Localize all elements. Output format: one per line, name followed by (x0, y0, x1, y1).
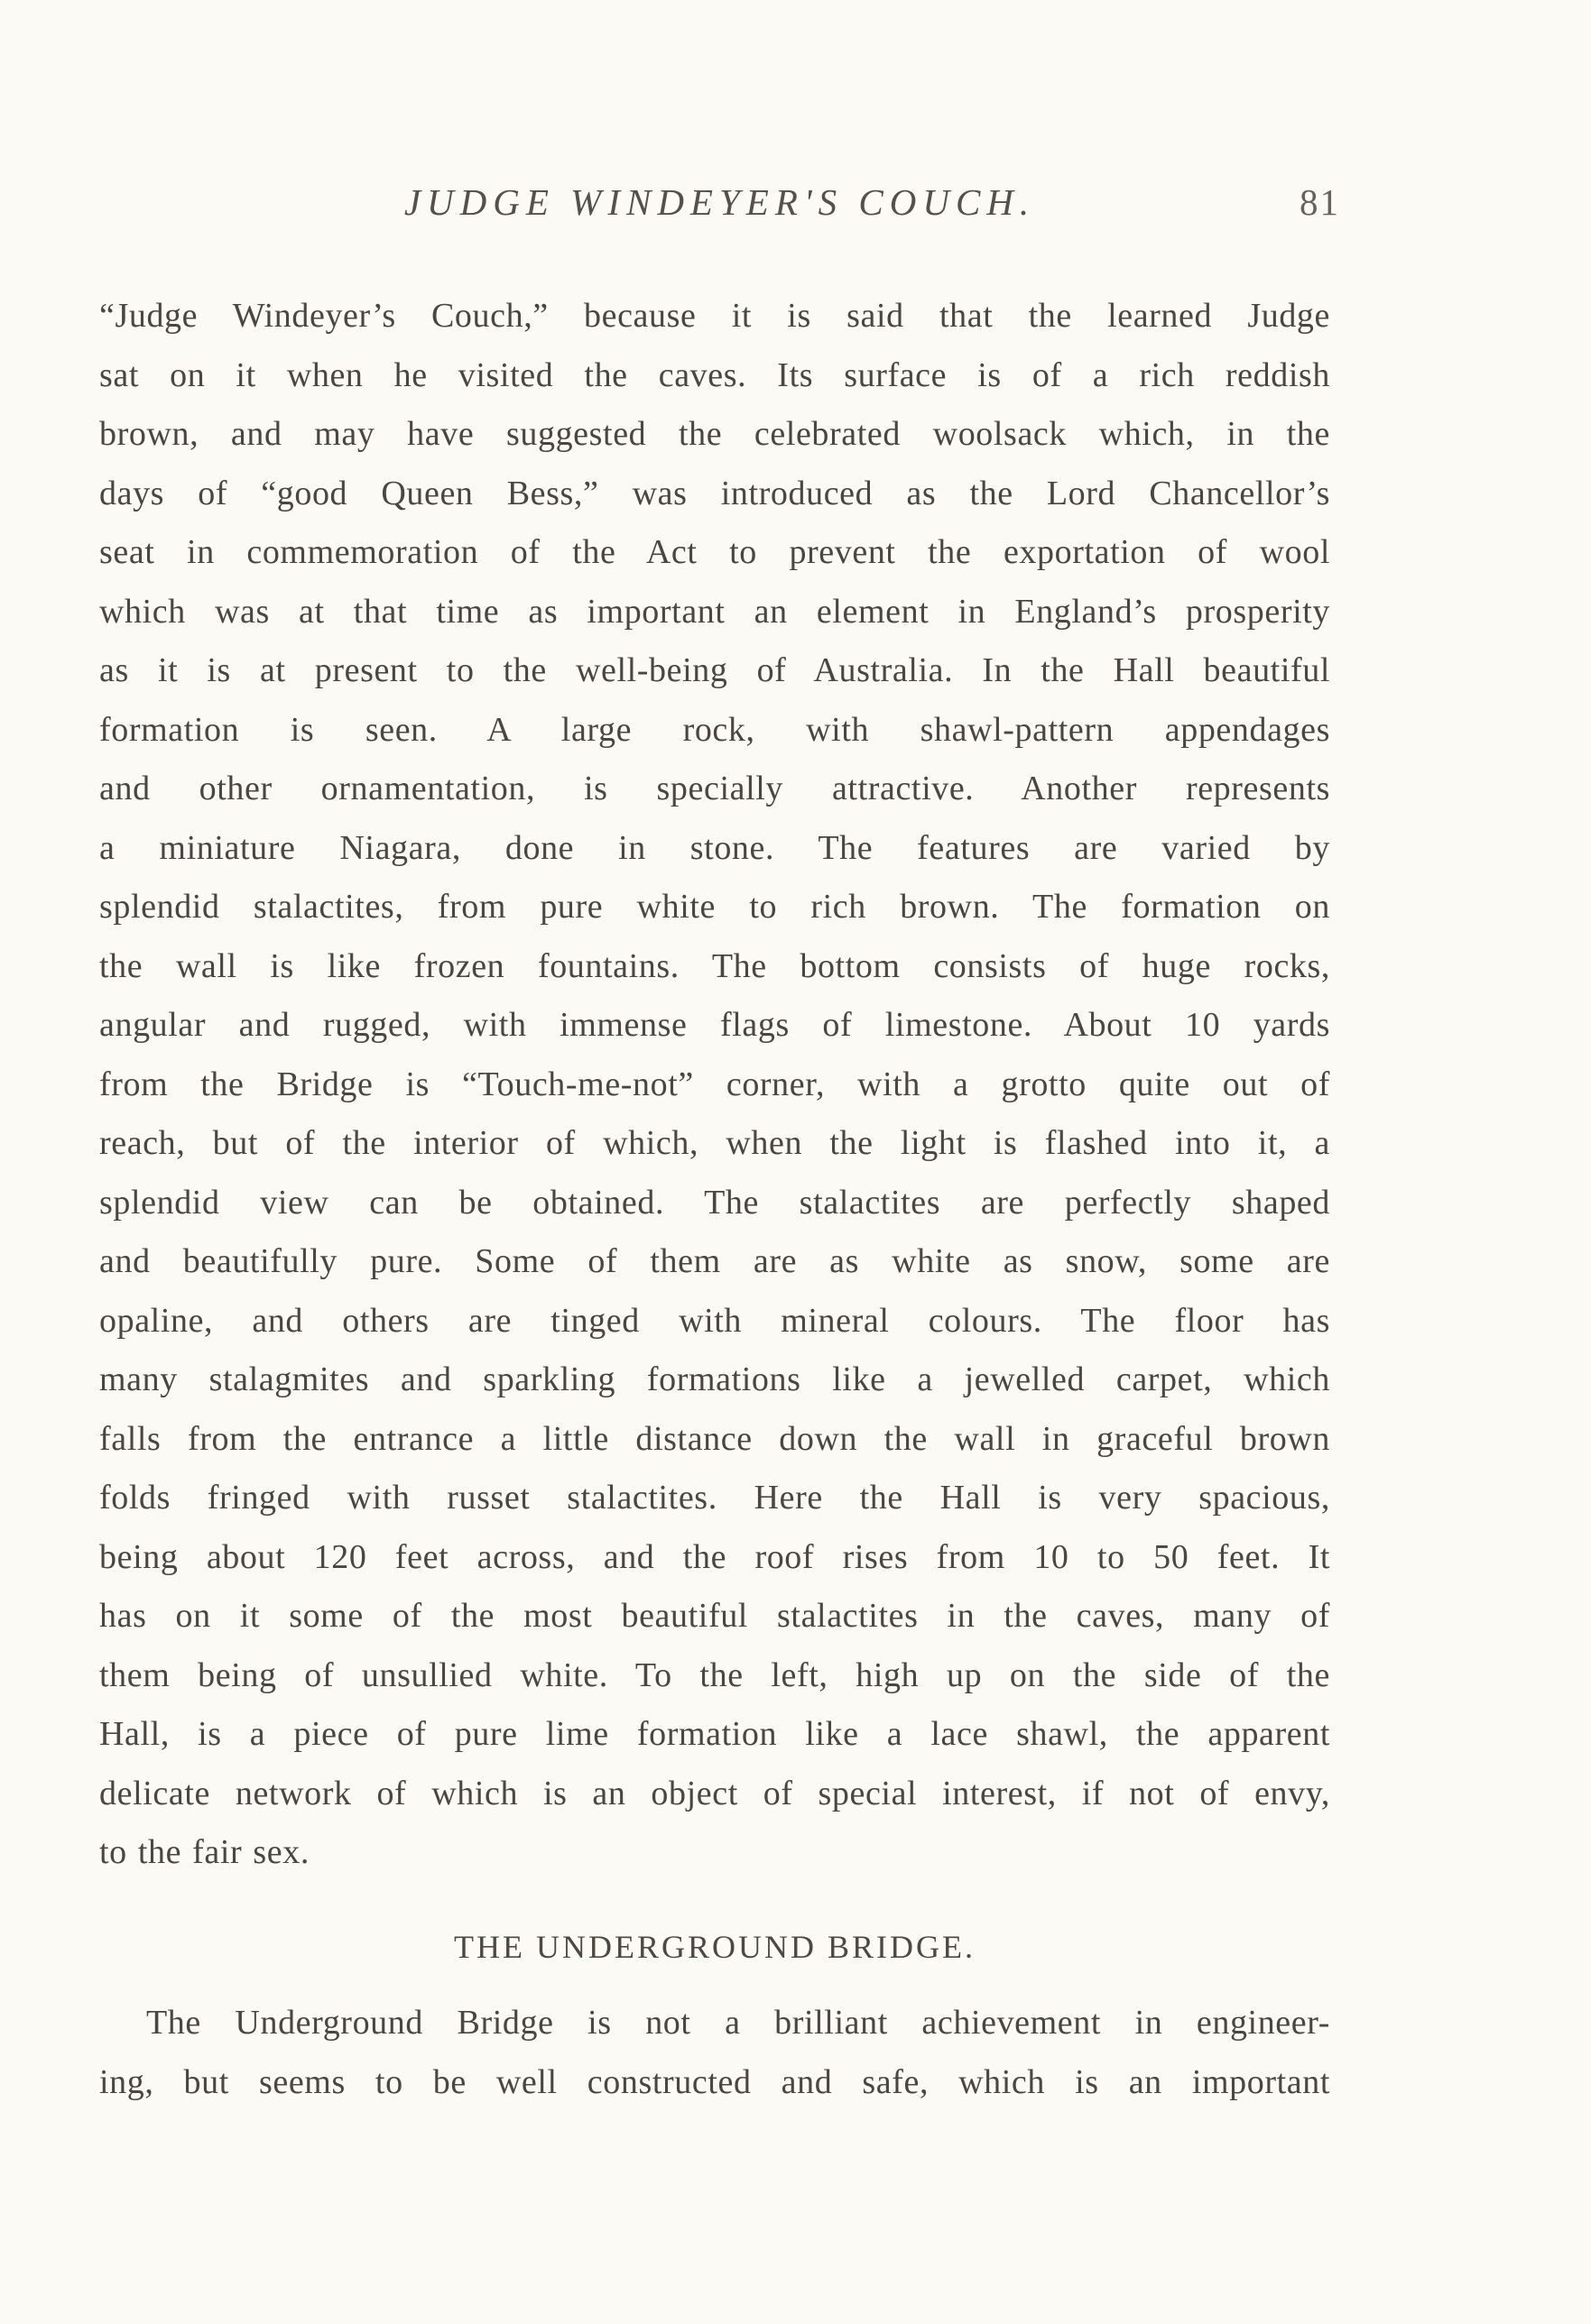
text-line: brown, and may have suggested the celebrated woolsack which, in the (99, 415, 1330, 453)
text-line: which was at that time as important an element in England’s prosperity (99, 592, 1330, 631)
text-line: and beautifully pure. Some of them are as white as snow, some are (99, 1242, 1330, 1280)
page-number: 81 (1300, 181, 1340, 223)
text-line: folds fringed with russet stalactites. Here the Hall is very spacious, (99, 1479, 1330, 1517)
text-line: many stalagmites and sparkling formations like a jewelled carpet, which (99, 1360, 1330, 1398)
text-line: falls from the entrance a little distance down the wall in graceful brown (99, 1419, 1330, 1458)
text-line: days of “good Queen Bess,” was introduced as the Lord Chancellor’s (99, 474, 1330, 512)
text-line: as it is at present to the well-being of Australia. In the Hall beautiful (99, 651, 1330, 689)
text-line: from the Bridge is “Touch-me-not” corner, with a grotto quite out of (99, 1065, 1330, 1103)
text-line: ing, but seems to be well constructed and safe, which is an important (99, 2062, 1330, 2101)
text-line: angular and rugged, with immense flags of limestone. About 10 yards (99, 1006, 1330, 1044)
text-line: seat in commemoration of the Act to prevent the exportation of wool (99, 533, 1330, 571)
text-line: the wall is like frozen fountains. The bottom consists of huge rocks, (99, 946, 1330, 985)
running-head (99, 180, 1340, 235)
text-line: Hall, is a piece of pure lime formation like a lace shawl, the apparent (99, 1715, 1330, 1753)
text-line: reach, but of the interior of which, when the light is flashed into it, a (99, 1124, 1330, 1162)
text-line: delicate network of which is an object of special interest, if not of envy, (99, 1774, 1330, 1812)
text-line: a miniature Niagara, done in stone. The features are varied by (99, 828, 1330, 867)
text-line: being about 120 feet across, and the roof rises from 10 to 50 feet. It (99, 1537, 1330, 1576)
body-paragraph (99, 1994, 1330, 2112)
text-line: opaline, and others are tinged with mineral colours. The floor has (99, 1301, 1330, 1340)
body-paragraph (99, 287, 1330, 1883)
text-line: and other ornamentation, is specially attractive. Another represents (99, 770, 1330, 807)
text-line: The Underground Bridge is not a brilliant achievement in engineer- (146, 2004, 1330, 2042)
text-line: splendid stalactites, from pure white to rich brown. The formation on (99, 888, 1330, 926)
running-title: JUDGE WINDEYER'S COUCH. (403, 181, 1036, 223)
text-line: formation is seen. A large rock, with shawl-pattern appendages (99, 710, 1330, 749)
text-line: has on it some of the most beautiful stalactites in the caves, many of (99, 1597, 1330, 1635)
text-line: to the fair sex. (99, 1833, 310, 1871)
text-line: “Judge Windeyer’s Couch,” because it is said that the learned Judge (99, 297, 1330, 335)
section-heading: THE UNDERGROUND BRIDGE. (454, 1929, 976, 1965)
text-line: them being of unsullied white. To the left, high up on the side of the (99, 1655, 1330, 1694)
text-line: sat on it when he visited the caves. Its surface is of a rich reddish (99, 355, 1330, 394)
text-line: splendid view can be obtained. The stalactites are perfectly shaped (99, 1183, 1330, 1222)
